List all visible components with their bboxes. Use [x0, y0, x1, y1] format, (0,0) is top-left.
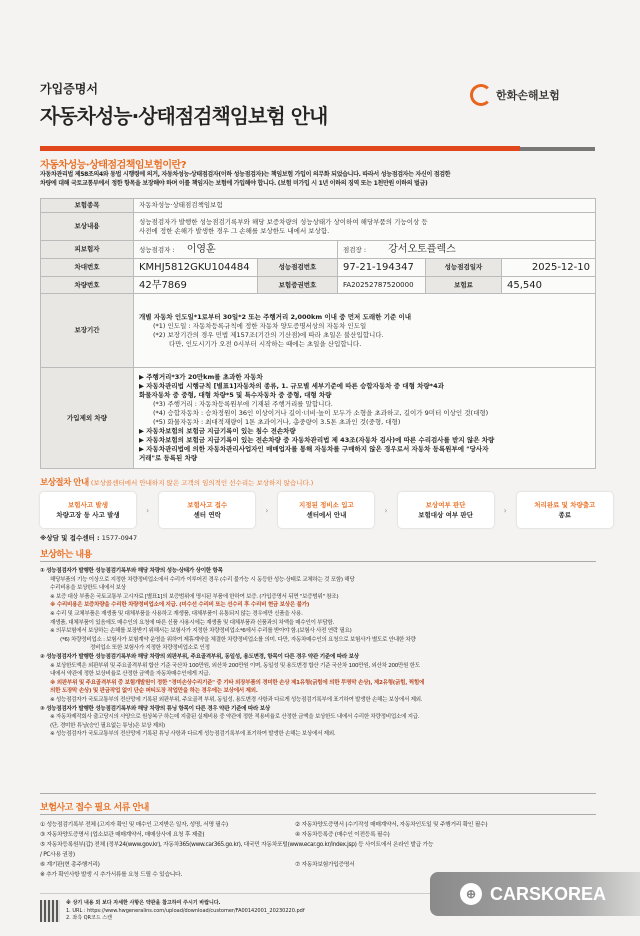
- coverage-line: 성능점검자가 발행한 성능점검기록부와 해당 보증차량의 성능상태가 상이하여 해당부품의 기능이상 등: [139, 217, 428, 226]
- step-title: 보험사고 접수: [187, 501, 228, 509]
- excl-line: 거래"로 등록된 차량: [139, 454, 198, 462]
- insurance-info-table: [40, 198, 596, 469]
- excl-line: ▶ 자동차보험의 보험금 지급기록이 있는 침수 전손차량: [139, 427, 296, 435]
- chevron-right-icon: ›: [265, 505, 269, 515]
- intro-line: 차량에 대해 국토교통부에서 정한 항목을 보장해야 하며 이를 책임지는 보험에 가입해야 합니다. (보험 미가입 시 1년 이하의 징역 또는 1천만원 이하의 벌금): [40, 180, 428, 187]
- period-line: 다만, 인도시기가 오전 0시부터 시작하는 때에는 초일을 산입합니다.: [169, 339, 362, 348]
- compensation-list: [40, 567, 600, 739]
- step-title: 보험사고 발생: [68, 501, 108, 509]
- list-item: ⑤ 자동차등록원부(갑) 전체 (정부24(www.gov.kr), 자동차365(www.car365.go.kr), 대국민 자동차포털(www.ecar.go.kr/index.jsp) 등 사이트에서 온라인 발급 가능: [40, 842, 434, 848]
- divider: [40, 814, 596, 815]
- contact-center: [40, 533, 137, 542]
- list-item: ※ 보증 대상 부품은 국토교통부 고시자료 [별표1]의 보증범위에 명시된 부품에 한하여 보증. (가입증명서 뒤면 "보증범위" 참조): [50, 593, 339, 600]
- step-desc: 센터에서 안내: [306, 511, 347, 519]
- step: [278, 492, 374, 528]
- intro-line: 자동차관리법 제58조의4와 동법 시행령에 의거, 자동차성능·상태점검자(이하 성능점검자)는 책임보험 가입이 의무화 되었습니다. 따라서 성능점검자는 자신이 점검한: [40, 171, 451, 178]
- list-item: ※ 성능점검자가 국토교통부의 전산망에 기록된 외판부위, 주요골격 부위, 동일성, 용도변경 사항과 다르게 성능점검기록부에 표기하여 발생한 손해는 보상에서 제외.: [50, 696, 423, 703]
- procedure-note: (보상콜센터에서 안내하지 않은 고객의 임의적인 선수리는 보상하지 않습니다.): [90, 479, 314, 487]
- procedure-heading: 보상절차 안내: [40, 478, 89, 488]
- logo-mark-icon: [470, 84, 492, 106]
- divider-gray: [520, 147, 595, 151]
- documents-heading: 보험사고 접수 필요 서류 안내: [40, 803, 149, 813]
- intro-text: [40, 170, 600, 188]
- label: 차량번호: [41, 277, 134, 294]
- step-desc: 센터 연락: [193, 511, 221, 519]
- coverage-line: 사전에 정한 손해가 발생한 경우 그 손해를 보상한도 내에서 보상함.: [139, 226, 330, 235]
- label: 성능점검번호: [258, 259, 338, 277]
- list-item: 수리비용을 보상한도 내에서 보상: [50, 585, 126, 592]
- period-line: 개별 자동차 인도일*1로부터 30일*2 또는 주행거리 2,000km 이내 중 먼저 도래한 기준 이내: [139, 312, 412, 321]
- procedure-steps: [40, 492, 613, 528]
- label: 성능점검일자: [426, 259, 502, 277]
- list-item: ③ 성능점검자가 발행한 성능점검기록부와 해당 차량의 튜닝 항목이 다른 경우 약관 기준에 따라 보상: [40, 705, 270, 712]
- list-item: ※ 성능점검자가 국토교통부의 전산망에 기록된 튜닝 사항과 다르게 성능점검기록부에 표기하여 발생한 손해는 보상에서 제외.: [50, 731, 336, 738]
- excl-line: (*4) 승합자동차 : 승차정원이 36인 이상이거나 길이·너비·높이 모두가 소형을 초과하고, 길이가 9미터 이상인 것(대형): [153, 409, 489, 417]
- company-logo: [470, 84, 560, 106]
- vin-value: KMHJ5812GKU104484: [134, 259, 258, 277]
- list-item: ※ 자동차제작회사 출고당시의 사양으로 원상복구 하는데 지출된 실제비용 중 약관에 정한 적용비율로 산정한 금액을 보상한도 내에서 수리한 차량정비업소에 지급.: [50, 714, 420, 721]
- inspno-value: 97-21-194347: [338, 259, 426, 277]
- product-value: 자동차성능·상태점검책임보험: [134, 199, 596, 213]
- list-item: (*6) 차량정비업소 : 보험사가 보험계약 운영을 위하여 제휴계약을 체결한 차량정비업소를 의미. 다만, 자동차매수인의 요청으로 보험사가 별도로 안내한 차량: [60, 636, 416, 643]
- label: 보험료: [426, 277, 502, 294]
- list-item: ※ 보상한도액은 외판부위 및 주요골격부위 합산 기준 국산차 100만원, 외산차 200만원 이며, 동일성 및 용도변경 합산 기준 국산차 100만원, 외산차 200만원 한도: [50, 662, 420, 669]
- label: 보험종목: [41, 199, 134, 213]
- excl-line: ▶ 자동차관리법 시행규칙 [별표1]자동차의 종류, 1. 규모별 세부기준에 따른 승합자동차 중 대형 차량*4과: [139, 382, 444, 390]
- label: 보상내용: [41, 213, 134, 241]
- list-item: / PC사용 권장): [40, 852, 75, 858]
- step: [517, 492, 613, 528]
- footer-note: ※ 상기 내용 외 보다 자세한 사항은 약관을 참고하여 주시기 바랍니다.: [66, 900, 221, 906]
- shop-value: 강서오토플렉스: [388, 243, 456, 255]
- list-item: 의한 도장막 손상) 및 판금작업 없이 단순 퍼티도장 작업만을 하는 경우에는 보상에서 제외.: [50, 688, 258, 695]
- documents-list: [40, 820, 600, 880]
- compensation-heading: 보상하는 내용: [40, 550, 92, 560]
- list-item: ⑥ 계기판(현 총주행거리): [40, 862, 100, 868]
- step-desc: 보험대상 여부 판단: [418, 511, 473, 519]
- footer-url: 1. URL : https://www.hwgeneralins.com/upload/download/customer/FA00142001_20230220.pdf: [66, 907, 305, 914]
- divider: [40, 793, 596, 794]
- label: 보장기간: [41, 294, 134, 368]
- carskorea-logo-icon: ⊕: [460, 883, 482, 905]
- step-title: 지정된 정비소 입고: [299, 501, 354, 509]
- shop-label: 점검장 :: [343, 245, 367, 254]
- label: 보험증권번호: [258, 277, 338, 294]
- contact-label: ※상담 및 접수센터 :: [40, 534, 100, 542]
- excl-line: (*5) 화물자동차 : 최대적재량이 1톤 초과이거나, 총중량이 3.5톤 초과인 것(중형, 대형): [153, 418, 401, 426]
- list-item: ① 성능점검기록부 전체 (고지자 확인 및 매수인 고지받은 일자, 성명, 서명 필수): [40, 822, 228, 828]
- list-item: ② 성능점검자가 발행한 성능점검기록부와 해당 차량의 외판부위, 주요골격부위, 동일성, 용도변경, 항목이 다른 경우 약관 기준에 따라 보상: [40, 653, 359, 660]
- excl-line: ▶ 자동차관리법에 의한 자동차관리사업자인 매매업자를 통해 자동차를 구매하지 않은 경우로서 자동차 등록원부에 "당사자: [139, 445, 489, 453]
- list-item: ⑦ 자동차보험가입증명서: [295, 862, 355, 868]
- step-desc: 차량고장 등 사고 발생: [56, 511, 120, 519]
- excl-line: 화물자동차 중 중형, 대형 차량*5 및 특수자동차 중 중형, 대형 차량: [139, 391, 332, 399]
- list-item: ② 자동차양도증명서 (수기작성 매매계약서, 자동차인도일 및 주행거리 확인 필수): [295, 822, 488, 828]
- step-title: 보상여부 판단: [425, 501, 466, 509]
- excl-line: (*3) 주행거리 : 자동차등록원부에 기재된 주행거리를 말합니다.: [153, 400, 333, 408]
- inspector-label: 성능점검자 :: [139, 245, 175, 254]
- label: 차대번호: [41, 259, 134, 277]
- premium-value: 45,540: [502, 277, 596, 294]
- contact-phone: 1577-0947: [101, 534, 138, 542]
- label: 가입제외 차량: [41, 368, 134, 469]
- divider: [40, 561, 596, 562]
- period-value: [134, 294, 596, 368]
- period-line: (*2) 보장기간의 경우 민법 제157조(기간의 기산점)에 따라 초일은 불산입합니다.: [153, 330, 384, 339]
- document-subtitle: 가입증명서: [40, 82, 98, 96]
- document-title: 자동차성능·상태점검책임보험 안내: [40, 104, 328, 128]
- divider-orange: [40, 146, 520, 151]
- chevron-right-icon: ›: [384, 505, 388, 515]
- plate-value: 42무7869: [134, 277, 258, 294]
- step-desc: 종료: [558, 511, 572, 519]
- list-item: ※ 의무보험에서 보상하는 손해를 보장받기 위해서는 보험사가 지정한 차량정비업소*6에서 수리를 받아야 함.(보험사 사전 연락 필요): [50, 628, 352, 635]
- footer-qr-note: 2. 좌측 QR코드 스캔: [66, 915, 112, 921]
- list-item: ※ 수리 및 교체부품은 재생품 및 대체부품을 사용하고 재생품, 대체부품이 유통되지 않는 경우에만 신품을 사용.: [50, 610, 303, 617]
- step: [40, 492, 136, 528]
- policy-value: FA20252787520000: [338, 277, 426, 294]
- footer-notes: [66, 900, 305, 923]
- list-item: ④ 자동차등록증 (매수인 이전등록 필수): [295, 832, 390, 838]
- exclusion-value: [134, 368, 596, 469]
- list-item: ※ 외판부위 및 주요골격부위 중 보험개발원이 정한 "경미손상수리기준" 중 기타 외장부품의 경미한 손상 제1유형(긁힘에 의한 투명막 손상), 제2유형(긁힘, 찍힘에: [50, 679, 425, 686]
- logo-text: 한화손해보험: [496, 89, 560, 102]
- excl-line: ▶ 주행거리*3가 20만km를 초과한 자동차: [139, 373, 263, 381]
- list-item: (단, 경미한 튜닝(승인 필요없는 튜닝)은 보상 제외): [50, 722, 165, 729]
- watermark-text: CARSKOREA: [490, 883, 607, 904]
- excl-line: ▶ 자동차보험의 보험금 지급기록이 있는 전손차량 중 자동차관리법 제 43조(자동차 검사)에 따른 수리검사를 받지 않은 차량: [139, 436, 495, 444]
- step: [398, 492, 494, 528]
- carskorea-watermark: [430, 872, 640, 916]
- inspector-value: 이영훈: [186, 243, 216, 255]
- list-item: ① 성능점검자가 발행한 성능점검기록부와 해당 차량의 성능·상태가 상이한 항목: [40, 568, 223, 574]
- label: 피보험자: [41, 241, 134, 259]
- chevron-right-icon: ›: [146, 505, 150, 515]
- coverage-value: [134, 213, 596, 241]
- procedure-header: [40, 476, 313, 488]
- inspdate-value: 2025-12-10: [502, 259, 596, 277]
- intro-heading: 자동차성능·상태점검책임보험이란?: [40, 160, 186, 171]
- list-item: 정비업소 또한 보험사가 지정한 차량정비업소로 인정: [90, 645, 210, 652]
- list-item: 내에서 약관에 정한 보상비율로 산정한 금액을 자동차매수인에게 지급.: [50, 671, 210, 678]
- list-item: ※ 수리비용은 보증차량을 수리한 차량정비업소에 지급. (미수선 수리비 또는 선수리 후 수리비 현금 보상은 불가): [50, 602, 310, 609]
- qr-code: [40, 900, 60, 922]
- step-title: 처리완료 및 차량출고: [534, 501, 596, 509]
- period-line: (*1) 인도일 : 자동차등록규칙에 정한 자동차 양도증명서상의 자동차 인도일: [153, 321, 367, 330]
- list-item: 재생품, 대체부품이 있음에도 매수인의 요청에 따른 신품 사용시에는 재생품 및 대체부품과 신품과의 차액을 매수인이 부담함.: [50, 619, 334, 626]
- chevron-right-icon: ›: [503, 505, 507, 515]
- list-item: ※ 추가 확인사항 발생 시 추가서류를 요청 드릴 수 있습니다.: [40, 872, 182, 878]
- list-item: 해당부품의 기능 이상으로 지정한 차량정비업소에서 수리가 이루어진 경우 (수리 불가능 시 동등한 성능·상태로 교체하는 것 포함) 해당: [50, 576, 355, 583]
- step: [159, 492, 255, 528]
- list-item: ③ 자동차양도증명서 (업소보관 매매계약서, 매매상사에 요청 후 제출): [40, 832, 205, 838]
